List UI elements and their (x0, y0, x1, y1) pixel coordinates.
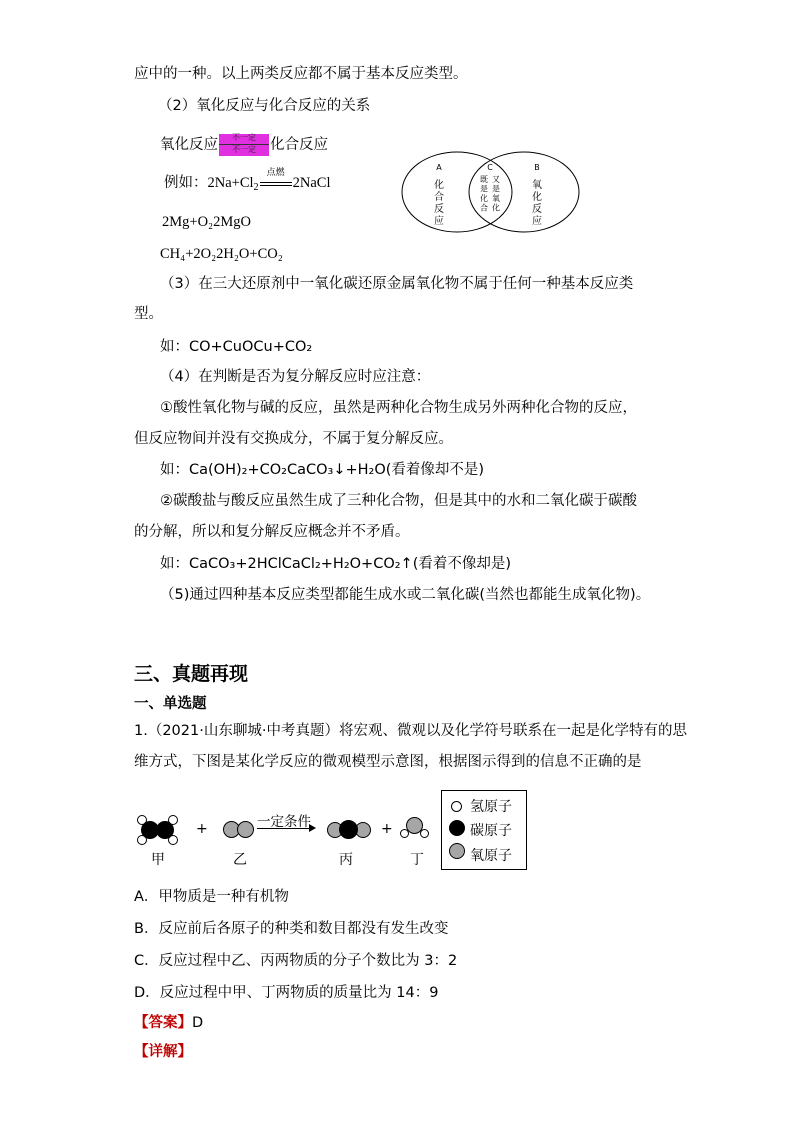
hydrogen-atom (400, 829, 409, 838)
example-eq-2: 2Mg+O₂2MgO (162, 214, 251, 230)
eq1-lhs-sub: 2 (253, 182, 259, 193)
venn-c-char: 化 (480, 194, 488, 203)
option-a: A．甲物质是一种有机物 (134, 889, 289, 905)
eq1-equals (260, 182, 292, 186)
venn-a-letter: A (436, 163, 442, 172)
item-3-line-2: 型。 (134, 306, 163, 322)
oxygen-legend-icon (449, 843, 465, 859)
legend-oxygen: 氧原子 (470, 848, 512, 864)
venn-c-char: 既 (480, 175, 488, 184)
venn-a-char: 反 (434, 204, 444, 215)
venn-c-char: 化 (492, 203, 500, 213)
relation-arrow-bottom: 不一定 (232, 145, 256, 154)
label-ding: 丁 (410, 852, 424, 868)
venn-b-char: 反 (532, 204, 542, 215)
item-3-example: 如：CO+CuOCu+CO₂ (160, 339, 313, 355)
item-4-point-1-example: 如：Ca(OH)₂+CO₂CaCO₃↓+H₂O(看着像却不是) (160, 462, 485, 478)
plus-sign: + (196, 821, 208, 837)
item-4-point-2-line-2: 的分解，所以和复分解反应概念并不矛盾。 (134, 524, 410, 540)
venn-diagram (400, 150, 582, 234)
venn-b-char: 化 (532, 192, 542, 203)
label-yi: 乙 (233, 852, 247, 868)
legend-hydrogen: 氢原子 (470, 799, 512, 815)
relation-right: 化合反应 (270, 137, 328, 153)
example-prefix: 例如： (164, 175, 208, 191)
venn-b-char: 氧 (532, 180, 542, 191)
item-3-line-1: （3）在三大还原剂中一氧化碳还原金属氧化物不属于任何一种基本反应类 (160, 276, 634, 292)
relation-arrow (219, 134, 269, 156)
relation-arrow-top: 不一定 (232, 133, 256, 142)
relation-line (160, 134, 328, 156)
item-5: （5)通过四种基本反应类型都能生成水或二氧化碳(当然也都能生成氧化物)。 (160, 587, 651, 603)
label-jia: 甲 (151, 852, 165, 868)
venn-a-char: 应 (434, 216, 444, 227)
eq1-rhs: 2NaCl (292, 175, 331, 191)
carbon-legend-icon (449, 820, 465, 836)
reaction-arrowhead (309, 824, 316, 832)
option-c: C．反应过程中乙、丙两物质的分子个数比为 3：2 (134, 953, 458, 969)
item-4-point-1-line-2: 但反应物间并没有交换成分，不属于复分解反应。 (134, 431, 453, 447)
paragraph-tail: 应中的一种。以上两类反应都不属于基本反应类型。 (134, 66, 468, 82)
example-eq-3: CH₄+2O₂2H₂O+CO₂ (160, 246, 283, 262)
answer-line (134, 1015, 203, 1032)
option-b: B．反应前后各原子的种类和数目都没有发生改变 (134, 921, 449, 937)
question-line-2: 维方式，下图是某化学反应的微观模型示意图，根据图示得到的信息不正确的是 (134, 754, 642, 770)
hydrogen-legend-icon (451, 801, 462, 812)
example-eq-1 (164, 168, 331, 194)
venn-b-letter: B (534, 163, 540, 172)
eq1-lhs: 2Na+Cl (207, 175, 254, 191)
venn-b-char: 应 (532, 216, 542, 227)
item-4-point-1-line-1: ①酸性氧化物与碱的反应，虽然是两种化合物生成另外两种化合物的反应， (160, 400, 637, 416)
relation-left: 氧化反应 (160, 137, 218, 153)
question-line-1: 1.（2021·山东聊城·中考真题）将宏观、微观以及化学符号联系在一起是化学特有的思 (134, 723, 687, 739)
venn-c-char: 是 (480, 184, 488, 194)
answer-value: D (192, 1015, 204, 1031)
hydrogen-atom (420, 829, 429, 838)
venn-c-char: 氧 (492, 194, 500, 203)
carbon-atom (156, 821, 174, 839)
section-title: 三、真题再现 (134, 663, 249, 685)
venn-c-letter: C (487, 163, 493, 172)
reaction-arrow (257, 828, 311, 829)
answer-label: 【答案】 (134, 1015, 192, 1031)
subsection-title: 一、单选题 (134, 696, 207, 712)
item-4-heading: （4）在判断是否为复分解反应时应注意： (160, 369, 431, 385)
oxygen-atom (237, 821, 254, 838)
option-d: D．反应过程中甲、丁两物质的质量比为 14：9 (134, 985, 439, 1001)
venn-a-char: 化 (434, 180, 444, 191)
item-4-point-2-line-1: ②碳酸盐与酸反应虽然生成了三种化合物，但是其中的水和二氧化碳于碳酸 (160, 493, 637, 509)
plus-sign: + (381, 821, 393, 837)
eq1-condition: 点燃 (266, 168, 285, 178)
reaction-condition: 一定条件 (257, 814, 311, 830)
label-bing: 丙 (339, 852, 353, 868)
venn-c-char: 合 (480, 203, 488, 213)
item-4-point-2-example: 如：CaCO₃+2HClCaCl₂+H₂O+CO₂↑(看着不像却是) (160, 556, 512, 572)
venn-a-char: 合 (434, 192, 444, 203)
item-2-heading: （2）氧化反应与化合反应的关系 (158, 98, 371, 114)
carbon-atom (339, 820, 358, 839)
venn-c-char: 又 (492, 175, 500, 184)
eq1-arrow (259, 168, 293, 190)
legend-carbon: 碳原子 (470, 823, 512, 839)
venn-c-char: 是 (492, 184, 500, 194)
analysis-label: 【详解】 (134, 1044, 192, 1060)
